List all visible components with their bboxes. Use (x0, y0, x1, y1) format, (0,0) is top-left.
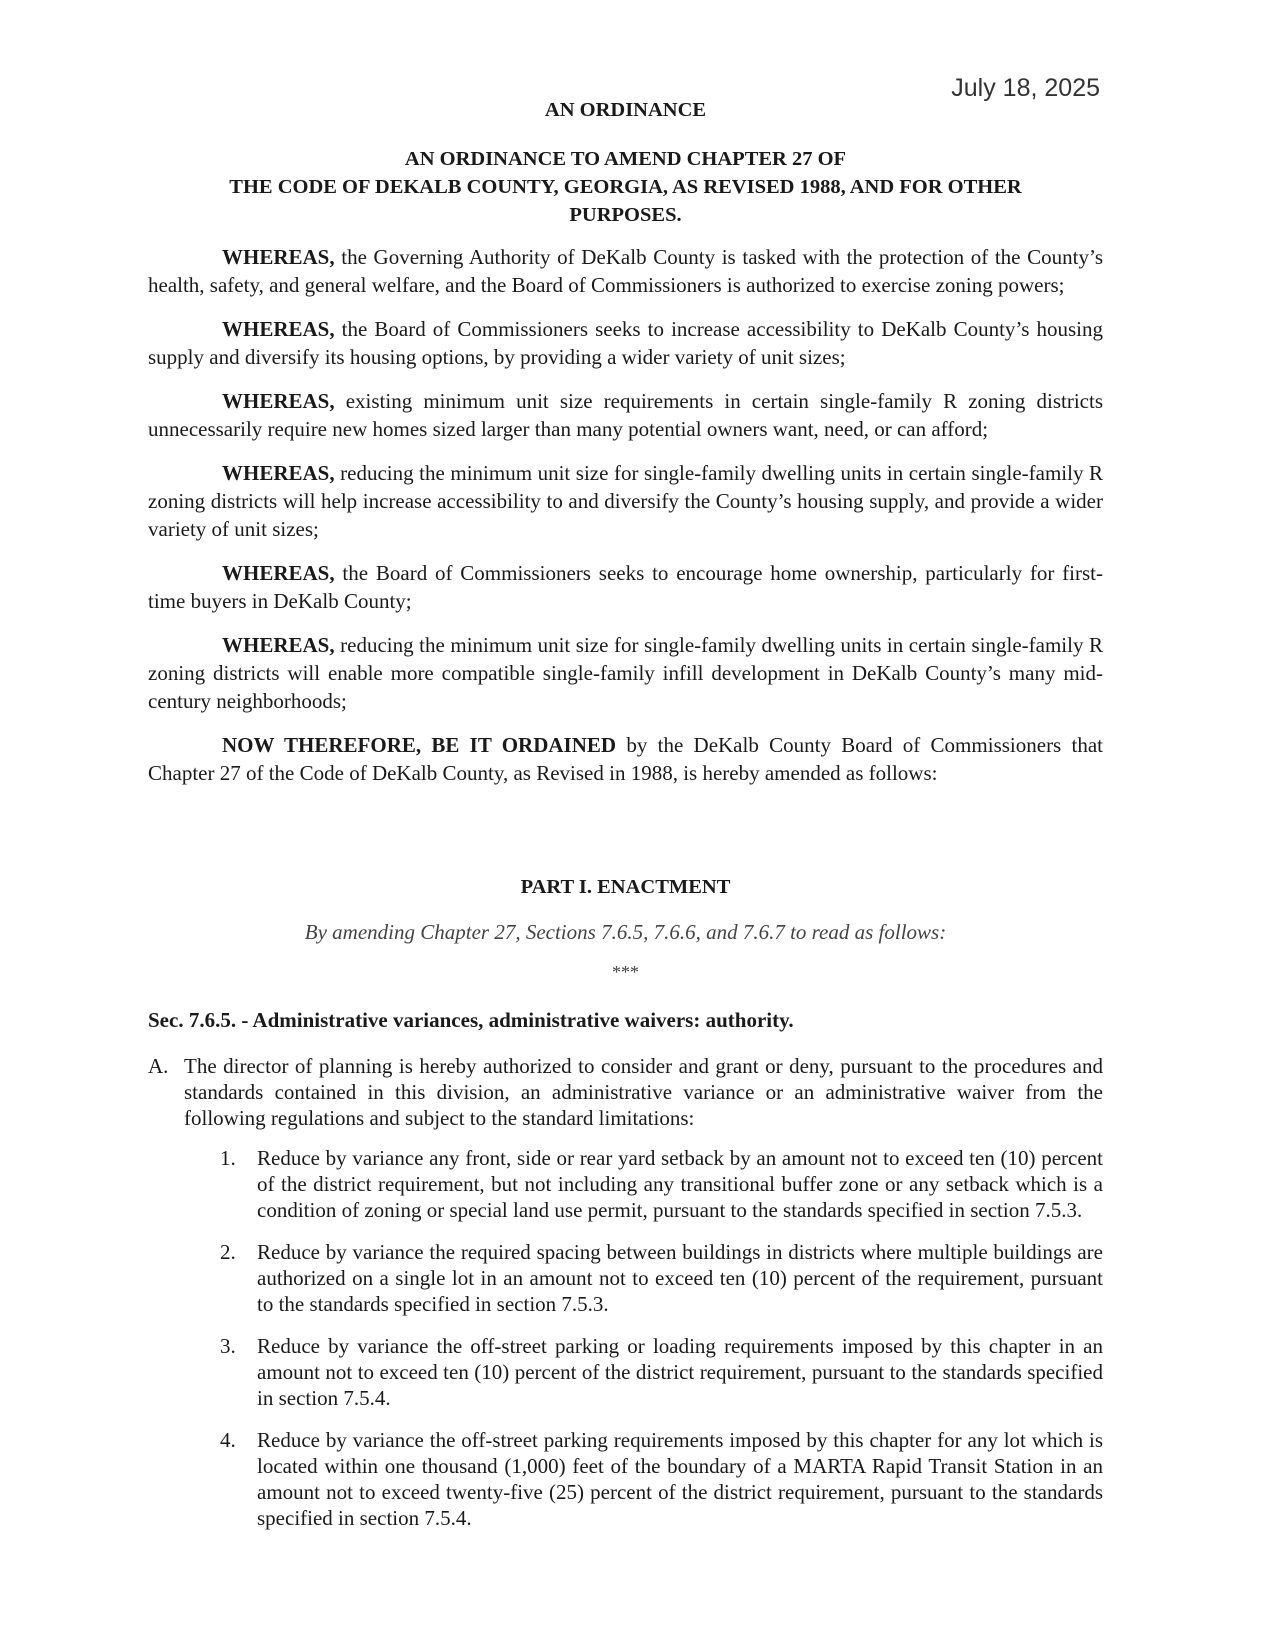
recital-text: the Board of Commissioners seeks to encourage home ownership, particularly for first-time buyers in DeKalb County; (148, 561, 1103, 613)
list-item (220, 1239, 1103, 1317)
recital-lead: WHEREAS, (222, 389, 335, 413)
document-date: July 18, 2025 (951, 74, 1100, 102)
section-item-a (148, 1053, 1103, 1131)
recital-lead: WHEREAS, (222, 245, 335, 269)
recital-text: the Board of Commissioners seeks to increase accessibility to DeKalb County’s housing supply and diversify its housing options, by providing a wider variety of unit sizes; (148, 317, 1103, 369)
list-item (220, 1427, 1103, 1531)
ordained-paragraph (148, 731, 1103, 787)
recital-lead: WHEREAS, (222, 633, 335, 657)
document-title: AN ORDINANCE (544, 99, 707, 121)
ordained-text: by the DeKalb County Board of Commissioners that Chapter 27 of the Code of DeKalb County, as Revised in 1988, is hereby amended as follows: (148, 733, 1103, 785)
recital-paragraph (148, 243, 1103, 299)
ordained-lead: NOW THEREFORE, BE IT ORDAINED (222, 733, 617, 757)
recital-lead: WHEREAS, (222, 461, 335, 485)
numbered-list (220, 1145, 1103, 1547)
section-heading: Sec. 7.6.5. - Administrative variances, administrative waivers: authority. (148, 1008, 794, 1032)
recital-paragraph (148, 631, 1103, 715)
subtitle-line: THE CODE OF DEKALB COUNTY, GEORGIA, AS REVISED 1988, AND FOR OTHER (229, 176, 1022, 198)
list-text: Reduce by variance the off-street parking or loading requirements imposed by this chapter in an amount not to exceed ten (10) percent of the district requirement, pursuant to the standards specified in section 7.5.4. (257, 1334, 1103, 1410)
list-item (220, 1333, 1103, 1411)
recital-paragraph (148, 459, 1103, 543)
subtitle-line: PURPOSES. (569, 204, 682, 226)
ordinance-subtitle (148, 145, 1103, 229)
recital-text: reducing the minimum unit size for single-family dwelling units in certain single-family R zoning districts will enable more compatible single-family infill development in DeKalb County’s many mid-century neighborhoods; (148, 633, 1103, 713)
list-number: 4. (220, 1428, 236, 1452)
recital-paragraph (148, 387, 1103, 443)
list-text: Reduce by variance the required spacing between buildings in districts where multiple buildings are authorized on a single lot in an amount not to exceed ten (10) percent of the requirement, pursuant to the standards specified in section 7.5.3. (257, 1240, 1103, 1316)
list-text: Reduce by variance the off-street parking requirements imposed by this chapter for any lot which is located within one thousand (1,000) feet of the boundary of a MARTA Rapid Transit Station in an amount not to exceed twenty-five (25) percent of the district requirement, pursuant to the standards specified in section 7.5.4. (257, 1428, 1103, 1530)
list-text: Reduce by variance any front, side or rear yard setback by an amount not to exceed ten (10) percent of the district requirement, but not including any transitional buffer zone or any setback which is a condition of zoning or special land use permit, pursuant to the standards specified in section 7.5.3. (257, 1146, 1103, 1222)
item-text: The director of planning is hereby authorized to consider and grant or deny, pursuant to the procedures and standards contained in this division, an administrative variance or an administrative waiver from the following regulations and subject to the standard limitations: (184, 1054, 1103, 1130)
list-number: 3. (220, 1334, 236, 1358)
list-item (220, 1145, 1103, 1223)
list-number: 1. (220, 1146, 236, 1170)
recital-lead: WHEREAS, (222, 561, 335, 585)
recital-text: reducing the minimum unit size for single-family dwelling units in certain single-family R zoning districts will help increase accessibility to and diversify the County’s housing supply, and provide a wider variety of unit sizes; (148, 461, 1103, 541)
recitals (148, 243, 1103, 803)
section-separator: *** (612, 962, 639, 982)
item-marker: A. (148, 1054, 169, 1078)
recital-text: the Governing Authority of DeKalb County is tasked with the protection of the County’s health, safety, and general welfare, and the Board of Commissioners is authorized to exercise zoning powers; (148, 245, 1103, 297)
part-subheading: By amending Chapter 27, Sections 7.6.5, 7.6.6, and 7.6.7 to read as follows: (304, 920, 947, 944)
recital-lead: WHEREAS, (222, 317, 335, 341)
part-heading: PART I. ENACTMENT (520, 876, 731, 898)
recital-text: existing minimum unit size requirements in certain single-family R zoning districts unnecessarily require new homes sized larger than many potential owners want, need, or can afford; (148, 389, 1103, 441)
list-number: 2. (220, 1240, 236, 1264)
recital-paragraph (148, 315, 1103, 371)
subtitle-line: AN ORDINANCE TO AMEND CHAPTER 27 OF (404, 148, 847, 170)
recital-paragraph (148, 559, 1103, 615)
